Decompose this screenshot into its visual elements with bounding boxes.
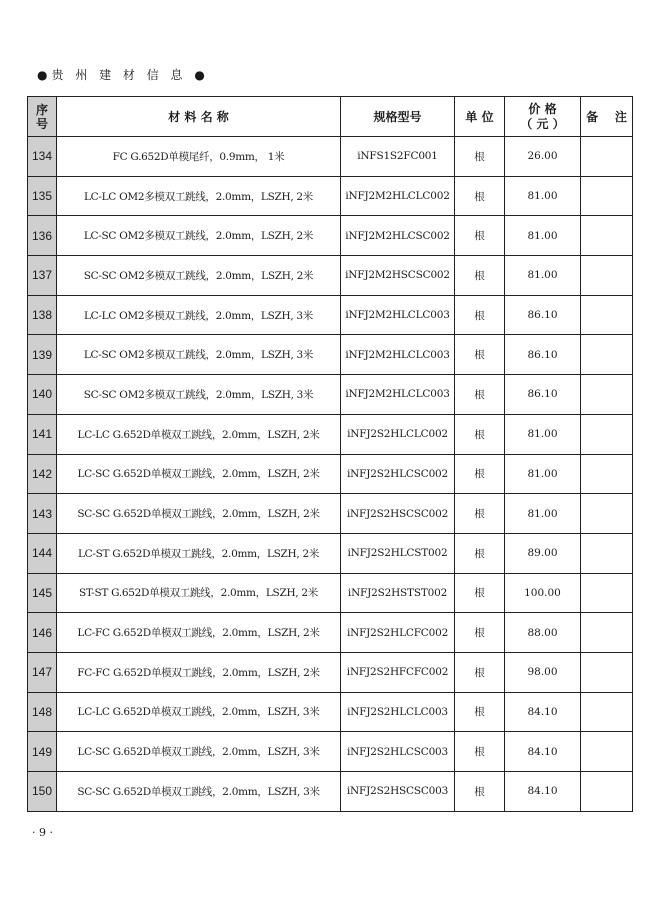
price: 98.00 bbox=[505, 652, 581, 692]
unit: 根 bbox=[455, 375, 505, 415]
note bbox=[581, 652, 633, 692]
note bbox=[581, 176, 633, 216]
table-row bbox=[28, 692, 633, 732]
spec-model: iNFJ2M2HLCLC003 bbox=[341, 335, 455, 375]
spec-model: iNFJ2M2HLCLC002 bbox=[341, 176, 455, 216]
table-row bbox=[28, 494, 633, 534]
price: 81.00 bbox=[505, 494, 581, 534]
price: 84.10 bbox=[505, 732, 581, 772]
spec-model: iNFJ2S2HLCST002 bbox=[341, 533, 455, 573]
material-name: LC-LC OM2多模双工跳线，2.0mm，LSZH, 3米 bbox=[57, 295, 341, 335]
unit: 根 bbox=[455, 216, 505, 256]
row-number: 150 bbox=[28, 772, 57, 812]
unit: 根 bbox=[455, 256, 505, 296]
material-name: LC-LC G.652D单模双工跳线，2.0mm，LSZH, 2米 bbox=[57, 414, 341, 454]
table-row bbox=[28, 216, 633, 256]
unit: 根 bbox=[455, 414, 505, 454]
unit: 根 bbox=[455, 295, 505, 335]
row-number: 149 bbox=[28, 732, 57, 772]
table-row bbox=[28, 573, 633, 613]
spec-model: iNFJ2S2HLCSC003 bbox=[341, 732, 455, 772]
price: 81.00 bbox=[505, 414, 581, 454]
spec-model: iNFJ2S2HSCSC002 bbox=[341, 494, 455, 534]
material-name: LC-SC OM2多模双工跳线，2.0mm，LSZH, 2米 bbox=[57, 216, 341, 256]
material-name: ST-ST G.652D单模双工跳线，2.0mm，LSZH, 2米 bbox=[57, 573, 341, 613]
unit: 根 bbox=[455, 176, 505, 216]
spec-model: iNFJ2S2HSCSC003 bbox=[341, 772, 455, 812]
spec-model: iNFJ2S2HLCLC003 bbox=[341, 692, 455, 732]
table-row bbox=[28, 414, 633, 454]
price: 84.10 bbox=[505, 772, 581, 812]
price: 81.00 bbox=[505, 216, 581, 256]
header-price: 价 格 （ 元 ） bbox=[505, 97, 581, 137]
table-row bbox=[28, 176, 633, 216]
page-number: · 9 · bbox=[32, 826, 53, 839]
note bbox=[581, 137, 633, 177]
spec-model: iNFJ2S2HFCFC002 bbox=[341, 652, 455, 692]
spec-model: iNFJ2S2HLCFC002 bbox=[341, 613, 455, 653]
unit: 根 bbox=[455, 533, 505, 573]
row-number: 141 bbox=[28, 414, 57, 454]
header-seq: 序 号 bbox=[28, 97, 57, 137]
spec-model: iNFJ2M2HLCLC003 bbox=[341, 295, 455, 335]
header-note: 备 注 bbox=[581, 97, 633, 137]
material-name: LC-ST G.652D单模双工跳线，2.0mm，LSZH, 2米 bbox=[57, 533, 341, 573]
price: 86.10 bbox=[505, 295, 581, 335]
price: 89.00 bbox=[505, 533, 581, 573]
material-name: SC-SC OM2多模双工跳线，2.0mm，LSZH, 2米 bbox=[57, 256, 341, 296]
table-row bbox=[28, 454, 633, 494]
row-number: 144 bbox=[28, 533, 57, 573]
note bbox=[581, 256, 633, 296]
price: 81.00 bbox=[505, 176, 581, 216]
row-number: 137 bbox=[28, 256, 57, 296]
material-name: FC-FC G.652D单模双工跳线，2.0mm，LSZH, 2米 bbox=[57, 652, 341, 692]
table-row bbox=[28, 732, 633, 772]
unit: 根 bbox=[455, 652, 505, 692]
note bbox=[581, 494, 633, 534]
material-name: LC-SC OM2多模双工跳线，2.0mm，LSZH, 3米 bbox=[57, 335, 341, 375]
price-table bbox=[27, 96, 633, 812]
material-name: LC-FC G.652D单模双工跳线，2.0mm，LSZH, 2米 bbox=[57, 613, 341, 653]
note bbox=[581, 732, 633, 772]
row-number: 143 bbox=[28, 494, 57, 534]
material-name: SC-SC G.652D单模双工跳线，2.0mm，LSZH, 3米 bbox=[57, 772, 341, 812]
unit: 根 bbox=[455, 137, 505, 177]
material-name: LC-LC G.652D单模双工跳线，2.0mm，LSZH, 3米 bbox=[57, 692, 341, 732]
table-row bbox=[28, 375, 633, 415]
material-name: LC-SC G.652D单模双工跳线，2.0mm，LSZH, 2米 bbox=[57, 454, 341, 494]
material-name: SC-SC G.652D单模双工跳线，2.0mm，LSZH, 2米 bbox=[57, 494, 341, 534]
price: 86.10 bbox=[505, 335, 581, 375]
note bbox=[581, 533, 633, 573]
table-header-row bbox=[28, 97, 633, 137]
price: 86.10 bbox=[505, 375, 581, 415]
row-number: 142 bbox=[28, 454, 57, 494]
unit: 根 bbox=[455, 454, 505, 494]
note bbox=[581, 692, 633, 732]
material-name: LC-LC OM2多模双工跳线，2.0mm，LSZH, 2米 bbox=[57, 176, 341, 216]
price: 84.10 bbox=[505, 692, 581, 732]
row-number: 139 bbox=[28, 335, 57, 375]
price: 100.00 bbox=[505, 573, 581, 613]
spec-model: iNFJ2S2HLCLC002 bbox=[341, 414, 455, 454]
row-number: 146 bbox=[28, 613, 57, 653]
table-row bbox=[28, 533, 633, 573]
note bbox=[581, 216, 633, 256]
material-name: SC-SC OM2多模双工跳线，2.0mm，LSZH, 3米 bbox=[57, 375, 341, 415]
header-unit: 单 位 bbox=[455, 97, 505, 137]
header-spec: 规格型号 bbox=[341, 97, 455, 137]
spec-model: iNFJ2M2HLCLC003 bbox=[341, 375, 455, 415]
table-row bbox=[28, 256, 633, 296]
note bbox=[581, 454, 633, 494]
page-header: ●贵 州 建 材 信 息 ● bbox=[37, 68, 209, 82]
unit: 根 bbox=[455, 573, 505, 613]
unit: 根 bbox=[455, 613, 505, 653]
table-row bbox=[28, 335, 633, 375]
price: 81.00 bbox=[505, 256, 581, 296]
row-number: 147 bbox=[28, 652, 57, 692]
note bbox=[581, 414, 633, 454]
note bbox=[581, 375, 633, 415]
spec-model: iNFS1S2FC001 bbox=[341, 137, 455, 177]
material-name: FC G.652D单模尾纤，0.9mm， 1米 bbox=[57, 137, 341, 177]
unit: 根 bbox=[455, 772, 505, 812]
row-number: 145 bbox=[28, 573, 57, 613]
note bbox=[581, 613, 633, 653]
unit: 根 bbox=[455, 335, 505, 375]
unit: 根 bbox=[455, 692, 505, 732]
spec-model: iNFJ2M2HLCSC002 bbox=[341, 216, 455, 256]
header-name: 材 料 名 称 bbox=[57, 97, 341, 137]
note bbox=[581, 573, 633, 613]
table-row bbox=[28, 137, 633, 177]
price: 81.00 bbox=[505, 454, 581, 494]
price: 88.00 bbox=[505, 613, 581, 653]
note bbox=[581, 295, 633, 335]
table-row bbox=[28, 772, 633, 812]
spec-model: iNFJ2M2HSCSC002 bbox=[341, 256, 455, 296]
table-row bbox=[28, 295, 633, 335]
note bbox=[581, 772, 633, 812]
row-number: 138 bbox=[28, 295, 57, 335]
unit: 根 bbox=[455, 732, 505, 772]
row-number: 148 bbox=[28, 692, 57, 732]
spec-model: iNFJ2S2HLCSC002 bbox=[341, 454, 455, 494]
table-row bbox=[28, 613, 633, 653]
material-name: LC-SC G.652D单模双工跳线，2.0mm，LSZH, 3米 bbox=[57, 732, 341, 772]
price: 26.00 bbox=[505, 137, 581, 177]
row-number: 135 bbox=[28, 176, 57, 216]
spec-model: iNFJ2S2HSTST002 bbox=[341, 573, 455, 613]
row-number: 136 bbox=[28, 216, 57, 256]
row-number: 140 bbox=[28, 375, 57, 415]
unit: 根 bbox=[455, 494, 505, 534]
row-number: 134 bbox=[28, 137, 57, 177]
note bbox=[581, 335, 633, 375]
table-row bbox=[28, 652, 633, 692]
